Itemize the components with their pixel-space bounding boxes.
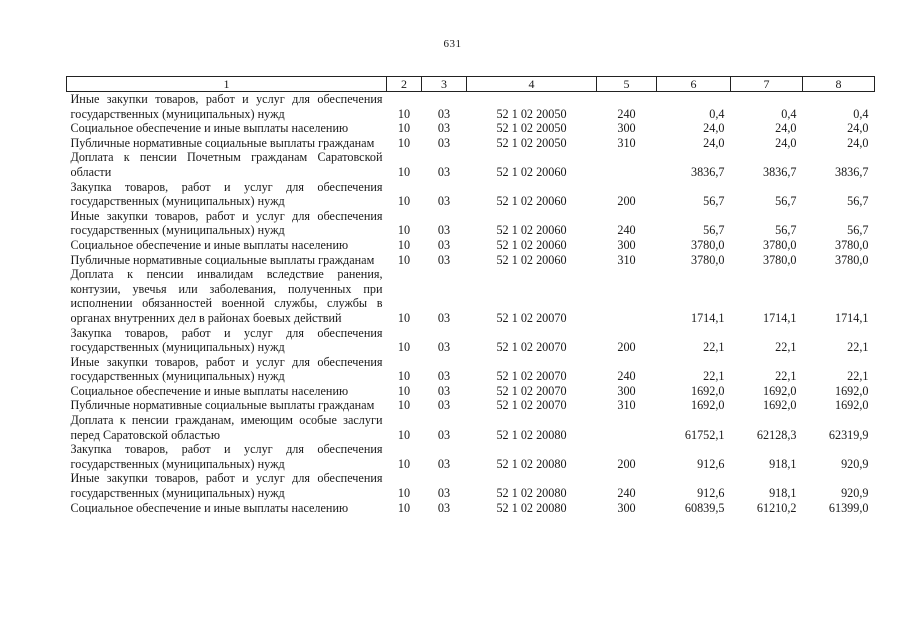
expense-type-code: 200 [617,340,636,355]
amount-year-1: 912,6 [697,486,725,501]
amount-year-3: 3836,7 [834,164,869,179]
subsection-code: 03 [437,500,451,515]
section-code: 10 [397,121,411,136]
amount-year-3: 22,1 [847,340,869,355]
amount-year-1: 60839,5 [684,500,725,515]
expense-type-code: 310 [617,252,636,267]
amount-year-3: 3780,0 [834,252,869,267]
amount-year-1: 0,4 [709,106,725,121]
table-row [67,355,875,384]
amount-year-2: 918,1 [769,486,797,501]
target-article-code: 52 1 02 20050 [496,121,567,136]
subsection-code: 03 [437,135,451,150]
expense-type-code: 240 [617,486,636,501]
target-article-code: 52 1 02 20080 [496,427,567,442]
amount-year-3: 0,4 [853,106,869,121]
amount-year-2: 918,1 [769,456,797,471]
target-article-code: 52 1 02 20070 [496,398,567,413]
table-body [67,92,875,516]
expense-item-name: Доплата к пенсии Почетным гражданам Саратовской области [70,150,383,179]
amount-year-1: 24,0 [703,121,725,136]
table-row [67,209,875,238]
expense-type-code: 240 [617,369,636,384]
expense-type-code [597,267,657,325]
expense-item-name: Социальное обеспечение и иные выплаты населению [70,383,349,398]
section-code: 10 [397,310,411,325]
amount-year-2: 56,7 [775,194,797,209]
expense-type-code: 300 [617,237,636,252]
expense-type-code [597,150,657,179]
amount-year-1: 1714,1 [690,310,725,325]
section-code: 10 [397,369,411,384]
subsection-code: 03 [437,223,451,238]
expense-type-code: 310 [617,135,636,150]
subsection-code: 03 [437,398,451,413]
column-header: 4 [467,77,597,92]
expense-type-code: 240 [617,223,636,238]
expense-item-name: Иные закупки товаров, работ и услуг для обеспечения государственных (муниципальных) нужд [70,471,383,501]
amount-year-2: 3780,0 [762,252,797,267]
table-row [67,267,875,325]
expense-item-name: Иные закупки товаров, работ и услуг для обеспечения государственных (муниципальных) нужд [70,354,383,384]
amount-year-2: 22,1 [775,369,797,384]
section-code: 10 [397,194,411,209]
amount-year-3: 1692,0 [834,383,869,398]
expense-item-name: Социальное обеспечение и иные выплаты населению [70,237,349,252]
amount-year-1: 912,6 [697,456,725,471]
amount-year-2: 3780,0 [762,237,797,252]
target-article-code: 52 1 02 20080 [496,486,567,501]
target-article-code: 52 1 02 20060 [496,194,567,209]
target-article-code: 52 1 02 20070 [496,369,567,384]
target-article-code: 52 1 02 20070 [496,383,567,398]
section-code: 10 [397,456,411,471]
section-code: 10 [397,164,411,179]
subsection-code: 03 [437,456,451,471]
amount-year-2: 24,0 [775,135,797,150]
expense-type-code: 240 [617,106,636,121]
target-article-code: 52 1 02 20060 [496,164,567,179]
amount-year-1: 61752,1 [684,427,725,442]
section-code: 10 [397,223,411,238]
table-row [67,238,875,253]
budget-table-container [66,76,874,515]
expense-item-name: Иные закупки товаров, работ и услуг для обеспечения государственных (муниципальных) нужд [70,208,383,238]
target-article-code: 52 1 02 20080 [496,500,567,515]
expense-type-code: 300 [617,500,636,515]
amount-year-2: 3836,7 [762,164,797,179]
table-row [67,180,875,209]
amount-year-2: 56,7 [775,223,797,238]
amount-year-1: 3836,7 [690,164,725,179]
target-article-code: 52 1 02 20070 [496,340,567,355]
section-code: 10 [397,135,411,150]
target-article-code: 52 1 02 20050 [496,135,567,150]
expense-item-name: Закупка товаров, работ и услуг для обеспечения государственных (муниципальных) нужд [70,325,383,355]
amount-year-1: 3780,0 [690,252,725,267]
target-article-code: 52 1 02 20050 [496,106,567,121]
table-row [67,253,875,268]
amount-year-3: 56,7 [847,194,869,209]
table-row [67,501,875,516]
subsection-code: 03 [437,369,451,384]
column-header: 2 [387,77,422,92]
expense-item-name: Социальное обеспечение и иные выплаты населению [70,500,349,515]
expense-item-name: Публичные нормативные социальные выплаты гражданам [70,398,375,413]
subsection-code: 03 [437,486,451,501]
target-article-code: 52 1 02 20070 [496,310,567,325]
subsection-code: 03 [437,106,451,121]
expense-item-name: Закупка товаров, работ и услуг для обеспечения государственных (муниципальных) нужд [70,442,383,471]
amount-year-2: 62128,3 [756,427,797,442]
amount-year-1: 1692,0 [690,383,725,398]
column-header: 7 [731,77,803,92]
subsection-code: 03 [437,383,451,398]
amount-year-1: 22,1 [703,369,725,384]
expense-item-name: Доплата к пенсии инвалидам вследствие ранения, контузии, увечья или заболевания, полученных при исполнении обязанностей военной службы, службы в органах внутренних дел в районах боевых действий [70,267,383,325]
amount-year-2: 61210,2 [756,500,797,515]
table-row [67,398,875,413]
section-code: 10 [397,106,411,121]
section-code: 10 [397,398,411,413]
budget-table [66,76,875,515]
amount-year-3: 62319,9 [828,427,869,442]
amount-year-3: 61399,0 [828,500,869,515]
amount-year-3: 24,0 [847,135,869,150]
amount-year-2: 0,4 [781,106,797,121]
section-code: 10 [397,237,411,252]
expense-type-code: 200 [617,456,636,471]
section-code: 10 [397,340,411,355]
amount-year-3: 56,7 [847,223,869,238]
amount-year-2: 1692,0 [762,398,797,413]
expense-type-code: 310 [617,398,636,413]
amount-year-1: 56,7 [703,223,725,238]
expense-item-name: Закупка товаров, работ и услуг для обеспечения государственных (муниципальных) нужд [70,179,383,209]
column-header: 5 [597,77,657,92]
section-code: 10 [397,252,411,267]
column-header: 1 [67,77,387,92]
expense-item-name: Публичные нормативные социальные выплаты гражданам [70,252,375,267]
section-code: 10 [397,427,411,442]
section-code: 10 [397,383,411,398]
amount-year-3: 22,1 [847,369,869,384]
column-header: 8 [803,77,875,92]
amount-year-1: 22,1 [703,340,725,355]
amount-year-2: 1714,1 [762,310,797,325]
table-row [67,442,875,471]
column-number-header-row [67,77,875,92]
subsection-code: 03 [437,194,451,209]
table-row [67,326,875,355]
expense-type-code [597,413,657,442]
amount-year-1: 1692,0 [690,398,725,413]
subsection-code: 03 [437,427,451,442]
table-row [67,150,875,179]
amount-year-1: 24,0 [703,135,725,150]
amount-year-3: 1714,1 [834,310,869,325]
subsection-code: 03 [437,252,451,267]
target-article-code: 52 1 02 20060 [496,252,567,267]
expense-item-name: Публичные нормативные социальные выплаты гражданам [70,135,375,150]
subsection-code: 03 [437,164,451,179]
amount-year-2: 22,1 [775,340,797,355]
section-code: 10 [397,500,411,515]
amount-year-3: 920,9 [841,456,869,471]
amount-year-1: 56,7 [703,194,725,209]
target-article-code: 52 1 02 20060 [496,223,567,238]
expense-type-code: 200 [617,194,636,209]
amount-year-3: 1692,0 [834,398,869,413]
table-row [67,121,875,136]
subsection-code: 03 [437,121,451,136]
column-header: 6 [657,77,731,92]
target-article-code: 52 1 02 20060 [496,237,567,252]
amount-year-3: 920,9 [841,486,869,501]
expense-item-name: Социальное обеспечение и иные выплаты населению [70,121,349,136]
expense-type-code: 300 [617,121,636,136]
target-article-code: 52 1 02 20080 [496,456,567,471]
page-number: 631 [443,38,462,50]
amount-year-2: 1692,0 [762,383,797,398]
column-header: 3 [422,77,467,92]
amount-year-1: 3780,0 [690,237,725,252]
expense-type-code: 300 [617,383,636,398]
amount-year-3: 3780,0 [834,237,869,252]
amount-year-3: 24,0 [847,121,869,136]
expense-item-name: Иные закупки товаров, работ и услуг для обеспечения государственных (муниципальных) нужд [70,92,383,121]
subsection-code: 03 [437,237,451,252]
table-row [67,384,875,399]
amount-year-2: 24,0 [775,121,797,136]
section-code: 10 [397,486,411,501]
table-row [67,413,875,442]
table-row [67,136,875,151]
expense-item-name: Доплата к пенсии гражданам, имеющим особые заслуги перед Саратовской областью [70,413,383,442]
subsection-code: 03 [437,310,451,325]
table-row [67,92,875,122]
table-row [67,471,875,500]
subsection-code: 03 [437,340,451,355]
